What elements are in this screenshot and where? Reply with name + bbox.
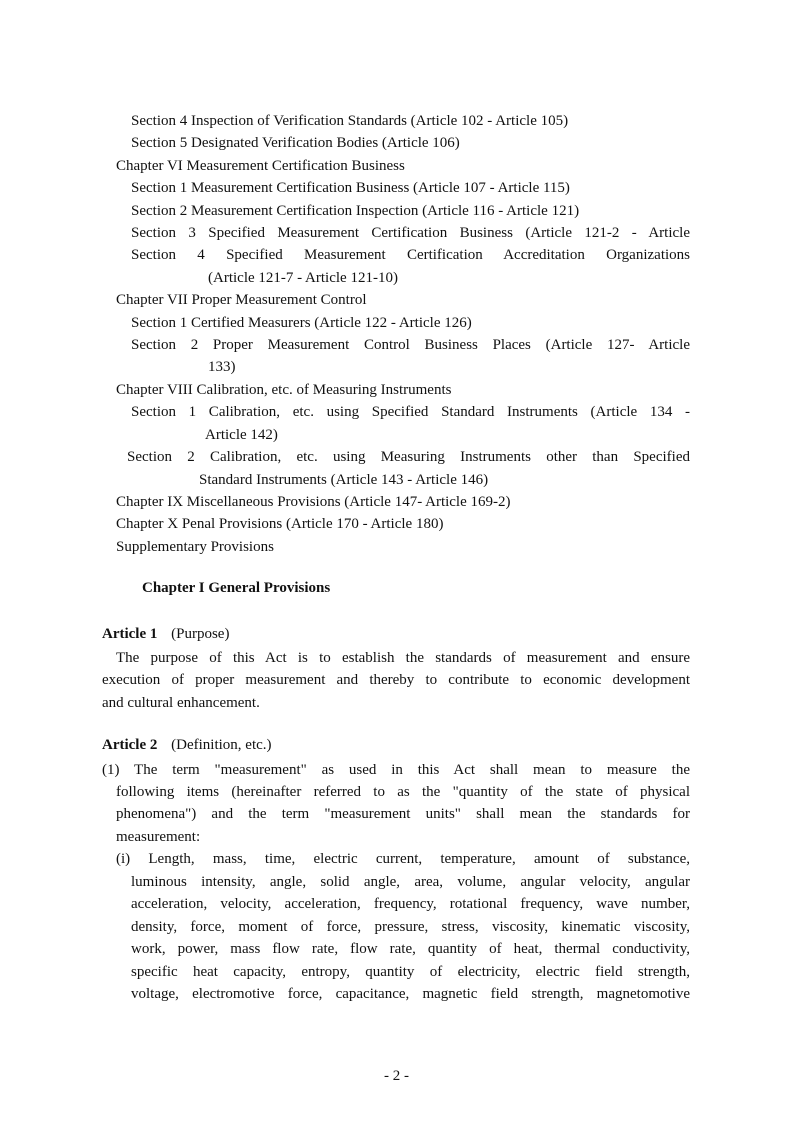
item-line: acceleration, velocity, acceleration, frequency, rotational frequency, wave number, [131,896,690,913]
toc-entry: Section 2 Proper Measurement Control Business Places (Article 127- Article [131,337,690,354]
item-line: specific heat capacity, entropy, quantity of electricity, electric field strength, [131,963,690,980]
item-line: voltage, electromotive force, capacitance, magnetic field strength, magnetomotive [131,986,690,1003]
paragraph-line: measurement: [116,828,201,845]
item-line: work, power, mass flow rate, flow rate, quantity of heat, thermal conductivity, [131,941,690,958]
toc-entry-continuation: (Article 121-7 - Article 121-10) [208,269,398,286]
article-2-paragraph-1 [102,759,690,781]
toc-entry: Section 1 Certified Measurers (Article 122 - Article 126) [131,314,472,331]
article-number: Article 2 [102,737,158,753]
article-2-paragraph-1-cont [116,781,690,848]
table-of-contents [0,110,793,558]
article-caption: (Definition, etc.) [171,737,272,753]
toc-entry: Section 1 Calibration, etc. using Specified Standard Instruments (Article 134 - [131,404,690,421]
toc-entry: Section 3 Specified Measurement Certification Business (Article 121-2 - Article [131,225,690,242]
paragraph-line: and cultural enhancement. [102,694,260,711]
toc-chapter: Chapter X Penal Provisions (Article 170 - Article 180) [116,516,444,533]
article-number: Article 1 [102,626,158,642]
toc-entry-continuation: 133) [208,359,236,376]
toc-entry: Section 4 Inspection of Verification Standards (Article 102 - Article 105) [131,113,569,129]
paragraph-line: phenomena") and the term "measurement units" shall mean the standards for [116,806,690,823]
toc-chapter: Supplementary Provisions [116,538,274,555]
toc-chapter: Chapter IX Miscellaneous Provisions (Article 147- Article 169-2) [116,493,511,510]
toc-chapter: Chapter VIII Calibration, etc. of Measuring Instruments [116,381,452,398]
toc-entry-continuation: Standard Instruments (Article 143 - Article 146) [199,471,489,488]
toc-entry: Section 5 Designated Verification Bodies (Article 106) [131,135,460,152]
page-number: - 2 - [384,1068,409,1084]
article-caption: (Purpose) [171,626,230,642]
article-2-item-i [116,848,690,870]
toc-entry: Section 2 Calibration, etc. using Measuring Instruments other than Specified [127,449,690,466]
paragraph-line: execution of proper measurement and thereby to contribute to economic development [102,672,690,689]
toc-chapter: Chapter VI Measurement Certification Business [116,157,405,174]
article-2-item-i-cont [131,871,690,1005]
toc-chapter: Chapter VII Proper Measurement Control [116,292,367,309]
toc-entry: Section 2 Measurement Certification Inspection (Article 116 - Article 121) [131,202,580,219]
paragraph-line: The purpose of this Act is to establish the standards of measurement and ensure [116,650,690,666]
item-line: density, force, moment of force, pressure, stress, viscosity, kinematic viscosity, [131,918,690,935]
article-2-heading [102,737,272,754]
item-line: luminous intensity, angle, solid angle, area, volume, angular velocity, angular [131,874,690,890]
toc-entry-continuation: Article 142) [205,426,278,443]
article-1-body [102,647,690,714]
paragraph-line: (1) The term "measurement" as used in this Act shall mean to measure the [102,762,690,778]
article-1-heading [102,626,229,643]
item-line: (i) Length, mass, time, electric current, temperature, amount of substance, [116,851,690,867]
paragraph-line: following items (hereinafter referred to as the "quantity of the state of physical [116,784,690,800]
chapter-heading: Chapter I General Provisions [142,580,331,596]
toc-entry: Section 4 Specified Measurement Certification Accreditation Organizations [131,247,690,264]
toc-entry: Section 1 Measurement Certification Business (Article 107 - Article 115) [131,180,570,197]
